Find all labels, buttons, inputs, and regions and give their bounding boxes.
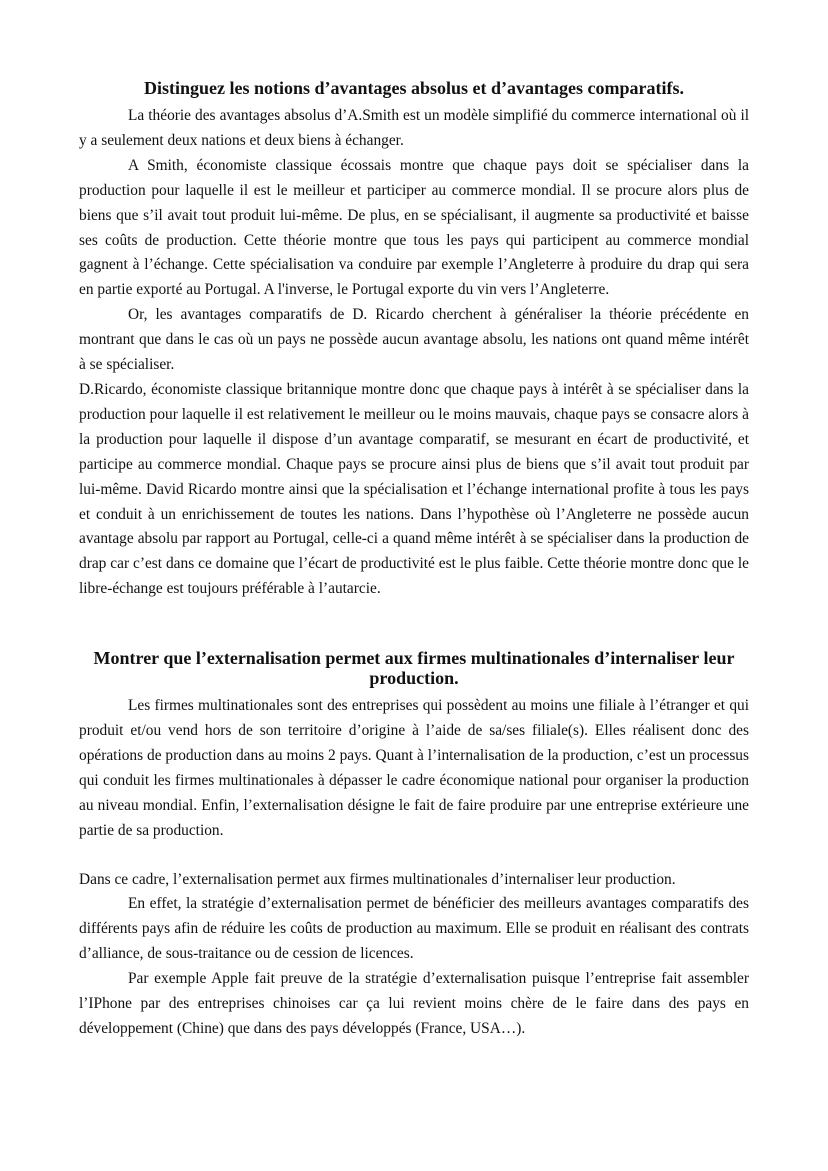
paragraph-spacer [79, 844, 749, 868]
section1-paragraph-4: D.Ricardo, économiste classique britannique montre donc que chaque pays à intérêt à se spécialiser dans la production pour laquelle il est relativement le meilleur ou le moins mauvais, chaque pays se consacre alors à la production pour laquelle il dispose d’un avantage comparatif, se mesurant en écart de productivité, et participe au commerce mondial. Chaque pays se procure ainsi plus de biens que s’il avait tout produit par lui-même. David Ricardo montre ainsi que la spécialisation et l’échange international profite à tous les pays et conduit à un enrichissement de toutes les nations. Dans l’hypothèse où l’Angleterre ne possède aucun avantage absolu par rapport au Portugal, celle-ci a quand même intérêt à se spécialiser dans la production de drap car c’est dans ce domaine que l’écart de productivité est le plus faible. Cette théorie montre donc que le libre-échange est toujours préférable à l’autarcie. [79, 380, 749, 598]
section-spacer [79, 602, 749, 648]
section1-paragraph-3: Or, les avantages comparatifs de D. Ricardo cherchent à généraliser la théorie précédente en montrant que dans le cas où un pays ne possède aucun avantage absolu, les nations ont quand même intérêt à se spécialiser. [79, 306, 749, 374]
section2-paragraph-2: Dans ce cadre, l’externalisation permet aux firmes multinationales d’internaliser leur production. [79, 870, 676, 888]
section1-paragraph-1: La théorie des avantages absolus d’A.Smith est un modèle simplifié du commerce international où il y a seulement deux nations et deux biens à échanger. [79, 107, 749, 149]
document-page [79, 78, 749, 1042]
section2-paragraph-3: En effet, la stratégie d’externalisation permet de bénéficier des meilleurs avantages comparatifs des différents pays afin de réduire les coûts de production au maximum. Elle se produit en réalisant des contrats d’alliance, de sous-traitance ou de cession de licences. [79, 895, 749, 963]
section2-paragraph-4: Par exemple Apple fait preuve de la stratégie d’externalisation puisque l’entreprise fait assembler l’IPhone par des entreprises chinoises car ça lui revient moins chère de le faire dans des pays en développement (Chine) que dans des pays développés (France, USA…). [79, 970, 749, 1037]
section1-title: Distinguez les notions d’avantages absolus et d’avantages comparatifs. [143, 78, 685, 98]
section2-title: Montrer que l’externalisation permet aux firmes multinationales d’internaliser leur production. [93, 648, 735, 689]
section1-paragraph-2: A Smith, économiste classique écossais montre que chaque pays doit se spécialiser dans la production pour laquelle il est le meilleur et participer au commerce mondial. Il se procure alors plus de biens que s’il avait tout produit lui-même. De plus, en se spécialisant, il augmente sa productivité et baisse ses coûts de production. Cette théorie montre que tous les pays qui participent au commerce mondial gagnent à l’échange. Cette spécialisation va conduire par exemple l’Angleterre à produire du drap qui sera en partie exporté au Portugal. A l'inverse, le Portugal exporte du vin vers l’Angleterre. [79, 156, 749, 299]
section2-paragraph-1: Les firmes multinationales sont des entreprises qui possèdent au moins une filiale à l’étranger et qui produit et/ou vend hors de son territoire d’origine à l’aide de sa/ses filiale(s). Elles réalisent donc des opérations de production dans au moins 2 pays. Quant à l’internalisation de la production, c’est un processus qui conduit les firmes multinationales à dépasser le cadre économique national pour organiser la production au niveau mondial. Enfin, l’externalisation désigne le fait de faire produire par une entreprise extérieure une partie de sa production. [79, 697, 749, 839]
